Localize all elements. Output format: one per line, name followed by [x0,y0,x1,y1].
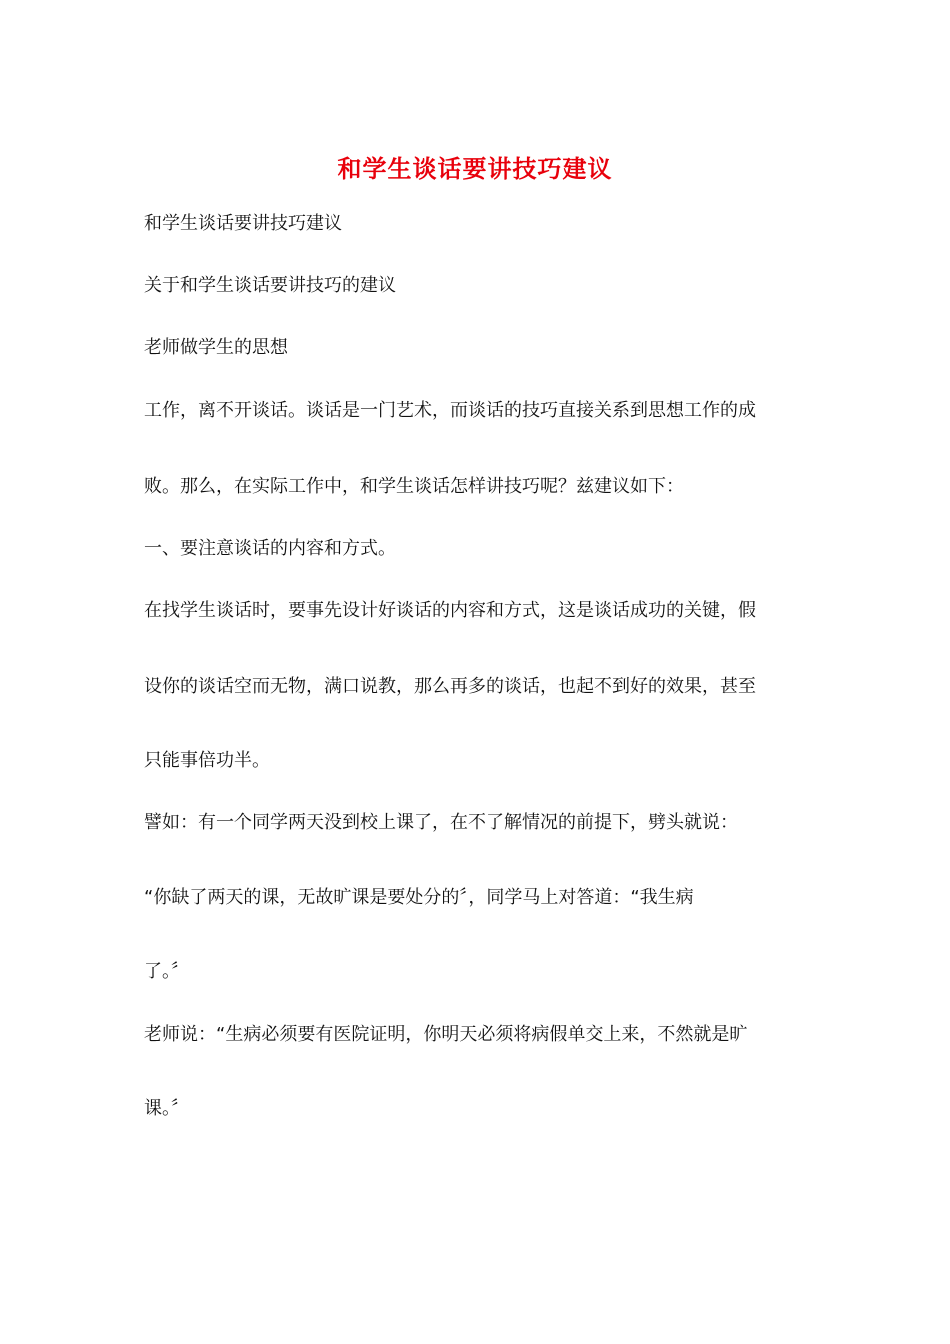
body-line-3: 老师做学生的思想 [144,337,288,358]
body-line-12: 了。〞 [144,961,189,982]
document-title: 和学生谈话要讲技巧建议 [337,154,613,183]
body-line-6: 一、要注意谈话的内容和方式。 [144,538,396,559]
body-line-4: 工作，离不开谈话。谈话是一门艺术，而谈话的技巧直接关系到思想工作的成 [144,400,756,421]
body-line-2: 关于和学生谈话要讲技巧的建议 [144,275,396,296]
body-line-8: 设你的谈话空而无物，满口说教，那么再多的谈话，也起不到好的效果，甚至 [144,676,756,697]
body-line-11: “你缺了两天的课，无故旷课是要处分的〞，同学马上对答道：“我生病 [144,887,694,908]
body-line-9: 只能事倍功半。 [144,750,270,771]
body-line-5: 败。那么，在实际工作中，和学生谈话怎样讲技巧呢？兹建议如下： [144,476,684,497]
body-line-10: 譬如：有一个同学两天没到校上课了，在不了解情况的前提下，劈头就说： [144,812,738,833]
body-line-7: 在找学生谈话时，要事先设计好谈话的内容和方式，这是谈话成功的关键，假 [144,600,756,621]
body-line-1: 和学生谈话要讲技巧建议 [144,213,342,234]
body-line-14: 课。〞 [144,1098,189,1119]
body-line-13: 老师说：“生病必须要有医院证明，你明天必须将病假单交上来，不然就是旷 [144,1024,748,1045]
